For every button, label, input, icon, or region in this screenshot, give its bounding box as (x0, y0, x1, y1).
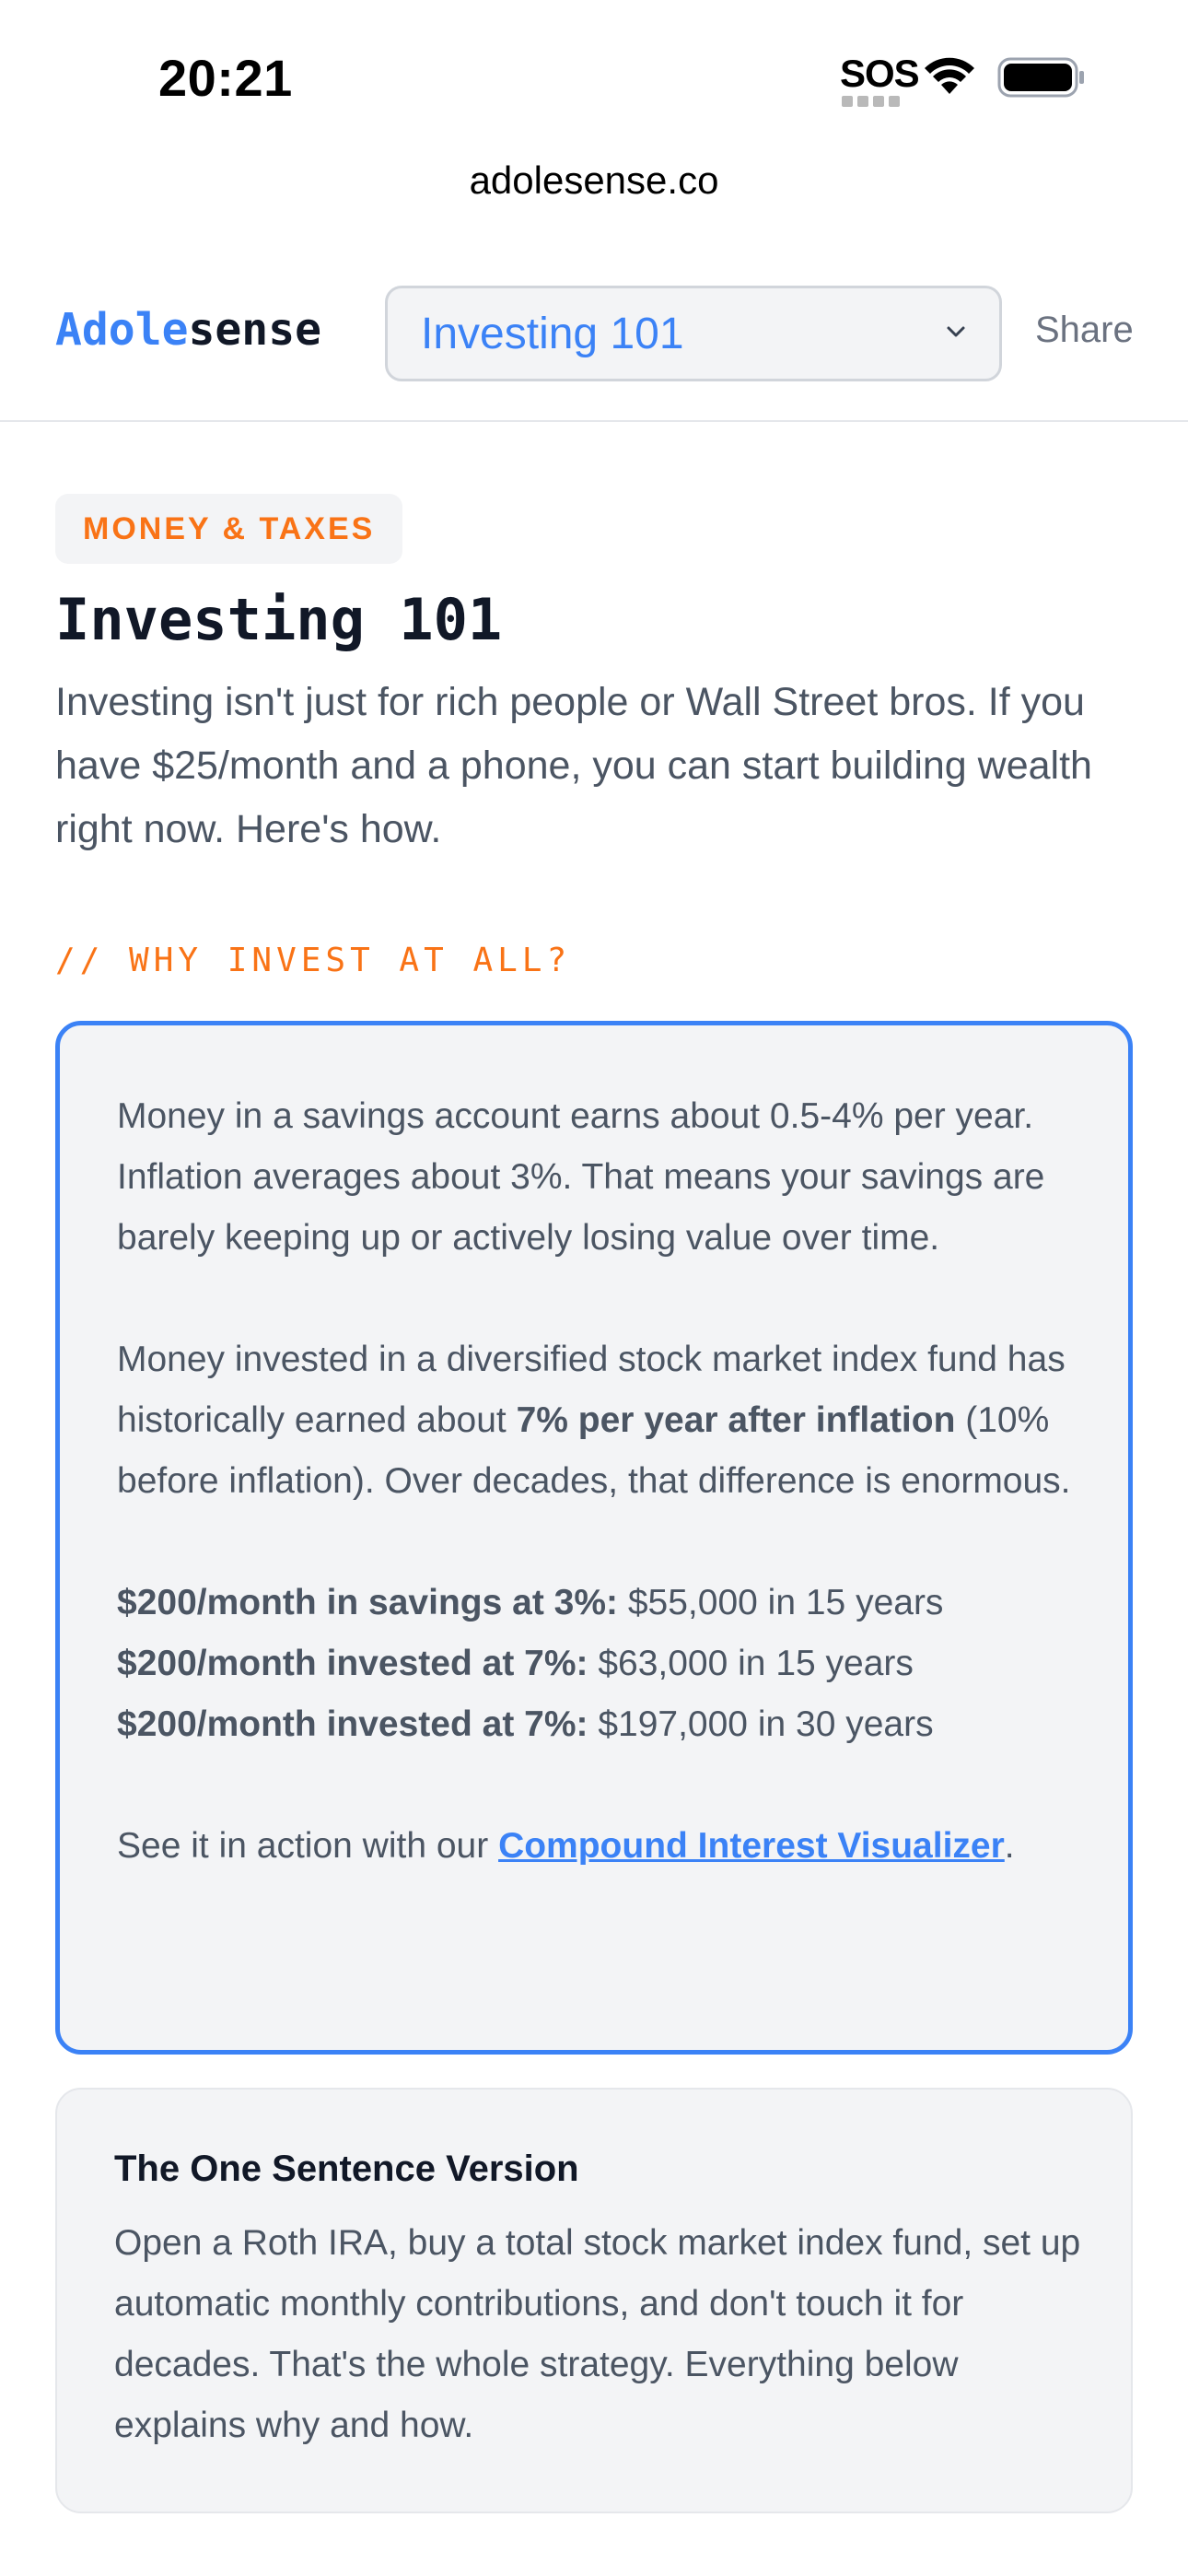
stat-label: $200/month invested at 7%: (117, 1644, 588, 1683)
cta-paragraph (117, 1816, 1093, 1877)
stat-value: $55,000 in 15 years (618, 1583, 944, 1622)
stat-row (117, 1644, 914, 1683)
stat-value: $63,000 in 15 years (588, 1644, 914, 1683)
battery-icon (997, 57, 1086, 98)
sos-indicator: SOS (840, 52, 919, 95)
why-invest-card (55, 1021, 1133, 2055)
stat-row (117, 1583, 943, 1622)
wifi-icon (921, 53, 978, 96)
cta-text: See it in action with our (117, 1826, 499, 1866)
site-logo[interactable] (55, 304, 321, 356)
topic-select[interactable] (385, 286, 1002, 381)
topic-select-value: Investing 101 (421, 310, 684, 358)
why-p2-text-end: (10% before inflation). Over decades, that difference is enormous. (117, 1400, 1071, 1501)
why-p2-bold: 7% per year after inflation (516, 1400, 956, 1440)
page-title: Investing 101 (55, 586, 503, 653)
compound-interest-visualizer-link[interactable]: Compound Interest Visualizer (498, 1826, 1005, 1866)
lead-paragraph: Investing isn't just for rich people or Wall Street bros. If you have $25/month and a phone, you can start building wealth right now. Here's how. (55, 680, 1092, 851)
cta-period: . (1004, 1826, 1015, 1866)
site-header (0, 276, 1188, 422)
signal-dots-icon (842, 96, 900, 107)
why-paragraph-1: Money in a savings account earns about 0.5-4% per year. Inflation averages about 3%. That means your savings are barely keeping up or actively losing value over time. (117, 1096, 1045, 1258)
summary-card (55, 2088, 1133, 2513)
category-badge: MONEY & TAXES (55, 494, 402, 564)
stat-value: $197,000 in 30 years (588, 1704, 934, 1744)
stat-row (117, 1704, 934, 1744)
stats-list (117, 1573, 1093, 1755)
chevron-down-icon (946, 325, 966, 338)
logo-part-2: sense (188, 304, 321, 356)
stat-label: $200/month invested at 7%: (117, 1704, 588, 1744)
status-bar (0, 0, 1188, 202)
status-time: 20:21 (158, 49, 293, 107)
share-button[interactable]: Share (1035, 310, 1134, 350)
stat-label: $200/month in savings at 3%: (117, 1583, 619, 1622)
logo-part-1: Adole (55, 304, 189, 356)
summary-title: The One Sentence Version (114, 2149, 579, 2189)
section-heading: // WHY INVEST AT ALL? (55, 942, 572, 979)
why-p2-text: Money invested in a diversified stock market index fund has historically earned about (117, 1340, 1066, 1440)
summary-body: Open a Roth IRA, buy a total stock market index fund, set up automatic monthly contributions, and don't touch it for decades. That's the whole strategy. Everything below explains why and how. (114, 2223, 1081, 2445)
url-bar[interactable]: adolesense.co (469, 158, 719, 202)
why-paragraph-2 (117, 1329, 1093, 1512)
